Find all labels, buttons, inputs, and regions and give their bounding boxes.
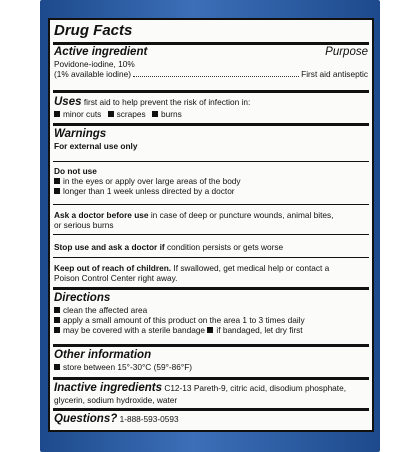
- bullet-icon: [54, 317, 60, 323]
- divider: [53, 287, 369, 290]
- other-information-heading: Other information: [54, 349, 152, 361]
- bullet-icon: [207, 327, 213, 333]
- bullet-icon: [54, 307, 60, 313]
- ask-doctor-text: in case of deep or puncture wounds, animal bites,: [148, 210, 334, 220]
- active-ingredient-section: [54, 46, 368, 79]
- questions-heading: Questions?: [54, 413, 118, 425]
- list-item: may be covered with a sterile bandage if bandaged, let dry first: [54, 325, 368, 335]
- divider: [53, 123, 369, 126]
- drug-facts-title: Drug Facts: [54, 22, 133, 39]
- bullet-icon: [54, 188, 60, 194]
- list-item: minor cuts: [54, 109, 101, 119]
- do-not-use-heading: Do not use: [54, 166, 97, 176]
- questions-phone: 1-888-593-0593: [119, 414, 179, 424]
- purpose-value: First aid antiseptic: [301, 69, 368, 79]
- questions-section: [54, 413, 368, 426]
- bullet-icon: [152, 111, 158, 117]
- bullet-icon: [108, 111, 114, 117]
- do-not-use-section: [54, 166, 368, 196]
- list-item: in the eyes or apply over large areas of the body: [54, 176, 368, 186]
- active-ingredient-heading: Active ingredient: [54, 46, 148, 58]
- stop-use-section: [54, 242, 368, 252]
- list-item: store between 15°-30°C (59°-86°F): [54, 362, 368, 372]
- list-item: apply a small amount of this product on the area 1 to 3 times daily: [54, 315, 368, 325]
- divider: [53, 408, 369, 411]
- divider: [53, 234, 369, 235]
- drug-facts-panel: [48, 18, 374, 432]
- ask-doctor-text-2: or serious burns: [54, 220, 114, 230]
- directions-heading: Directions: [54, 292, 111, 304]
- bullet-icon: [54, 178, 60, 184]
- divider: [53, 204, 369, 205]
- ask-doctor-section: [54, 210, 368, 230]
- purpose-heading: Purpose: [325, 46, 368, 58]
- divider: [53, 161, 369, 162]
- stop-use-heading: Stop use and ask a doctor if: [54, 242, 165, 252]
- divider: [53, 257, 369, 258]
- uses-heading: Uses: [54, 96, 82, 108]
- bullet-icon: [54, 327, 60, 333]
- uses-text: first aid to help prevent the risk of infection in:: [83, 97, 251, 107]
- stop-use-text: condition persists or gets worse: [164, 242, 284, 252]
- bullet-icon: [54, 364, 60, 370]
- list-item: clean the affected area: [54, 305, 368, 315]
- inactive-ingredients-section: [54, 382, 368, 405]
- divider: [53, 90, 369, 93]
- list-item: scrapes: [108, 109, 146, 119]
- list-item: longer than 1 week unless directed by a doctor: [54, 186, 368, 196]
- warnings-heading-section: [54, 128, 368, 151]
- uses-section: [54, 96, 368, 119]
- external-use-text: For external use only: [54, 141, 138, 151]
- inactive-ingredients-heading: Inactive ingredients: [54, 382, 163, 394]
- divider: [53, 42, 369, 45]
- keep-out-heading: Keep out of reach of children.: [54, 263, 172, 273]
- directions-section: [54, 292, 368, 335]
- list-item: burns: [152, 109, 182, 119]
- leader-dots: [133, 76, 299, 77]
- divider: [53, 377, 369, 380]
- warnings-heading: Warnings: [54, 128, 107, 140]
- keep-out-section: [54, 263, 368, 283]
- uses-list: [54, 109, 368, 119]
- inactive-ingredients-text: C12-13 Pareth-9, citric acid, disodium phosphate,: [162, 383, 347, 393]
- active-ingredient-detail: (1% available iodine): [54, 69, 132, 79]
- other-information-section: [54, 349, 368, 372]
- ask-doctor-heading: Ask a doctor before use: [54, 210, 149, 220]
- bullet-icon: [54, 111, 60, 117]
- divider: [53, 344, 369, 347]
- active-ingredient-name: Povidone-iodine, 10%: [54, 59, 135, 69]
- inactive-ingredients-text-2: glycerin, sodium hydroxide, water: [54, 395, 178, 405]
- keep-out-text-2: Poison Control Center right away.: [54, 273, 178, 283]
- keep-out-text: If swallowed, get medical help or contact a: [171, 263, 330, 273]
